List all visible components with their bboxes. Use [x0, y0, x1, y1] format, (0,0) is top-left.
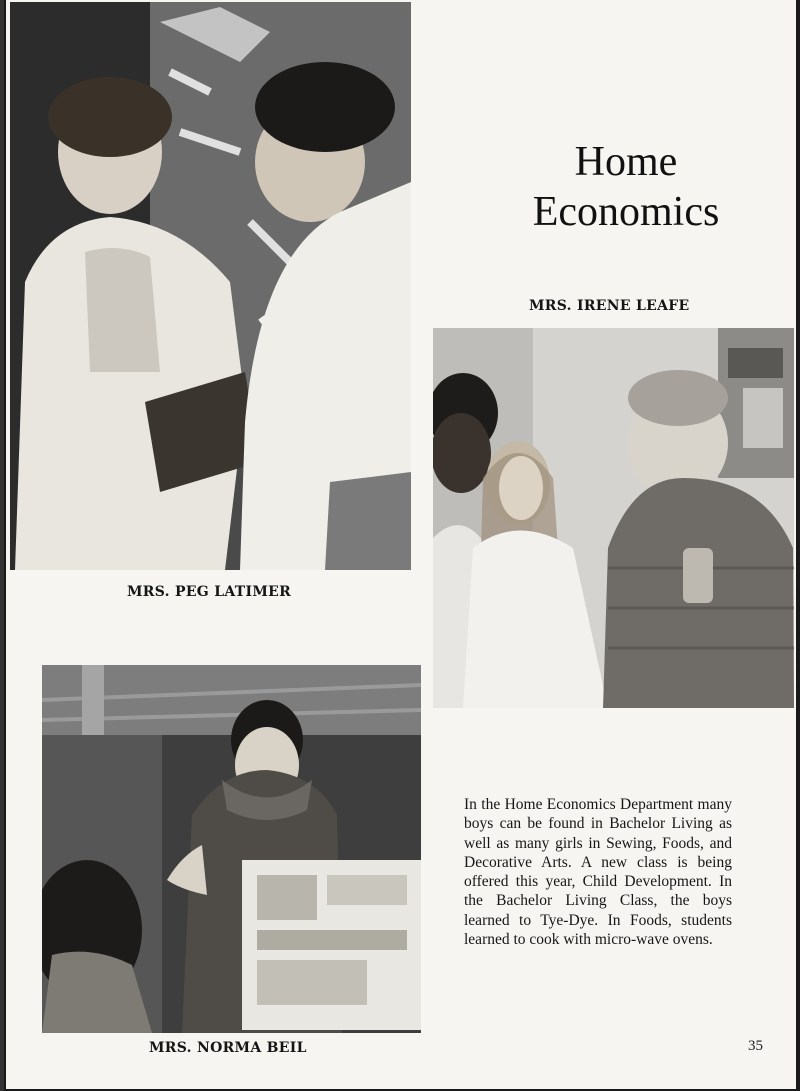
title-line-economics: Economics	[532, 189, 720, 235]
page-number: 35	[748, 1038, 763, 1054]
caption-norma-beil: MRS. NORMA BEIL	[149, 1040, 307, 1056]
page-title	[476, 137, 776, 237]
title-line-home: Home	[574, 139, 678, 185]
caption-peg-latimer: MRS. PEG LATIMER	[127, 584, 292, 600]
yearbook-page	[6, 0, 796, 1089]
article-text: In the Home Economics Department many boys can be found in Bachelor Living as well as many girls in Sewing, Foods, and Decorative Arts. A new class is being offered this year, Child Development. In the Bachelor Living Class, the boys learned to Tye-Dye. In Foods, students learned to cook with micro-wave ovens.	[464, 796, 732, 949]
page-binding-edge	[0, 0, 4, 1091]
photo-peg-latimer	[10, 2, 411, 570]
photo-norma-beil	[42, 665, 421, 1033]
photo-irene-leafe	[433, 328, 794, 708]
caption-irene-leafe: MRS. IRENE LEAFE	[529, 298, 690, 314]
